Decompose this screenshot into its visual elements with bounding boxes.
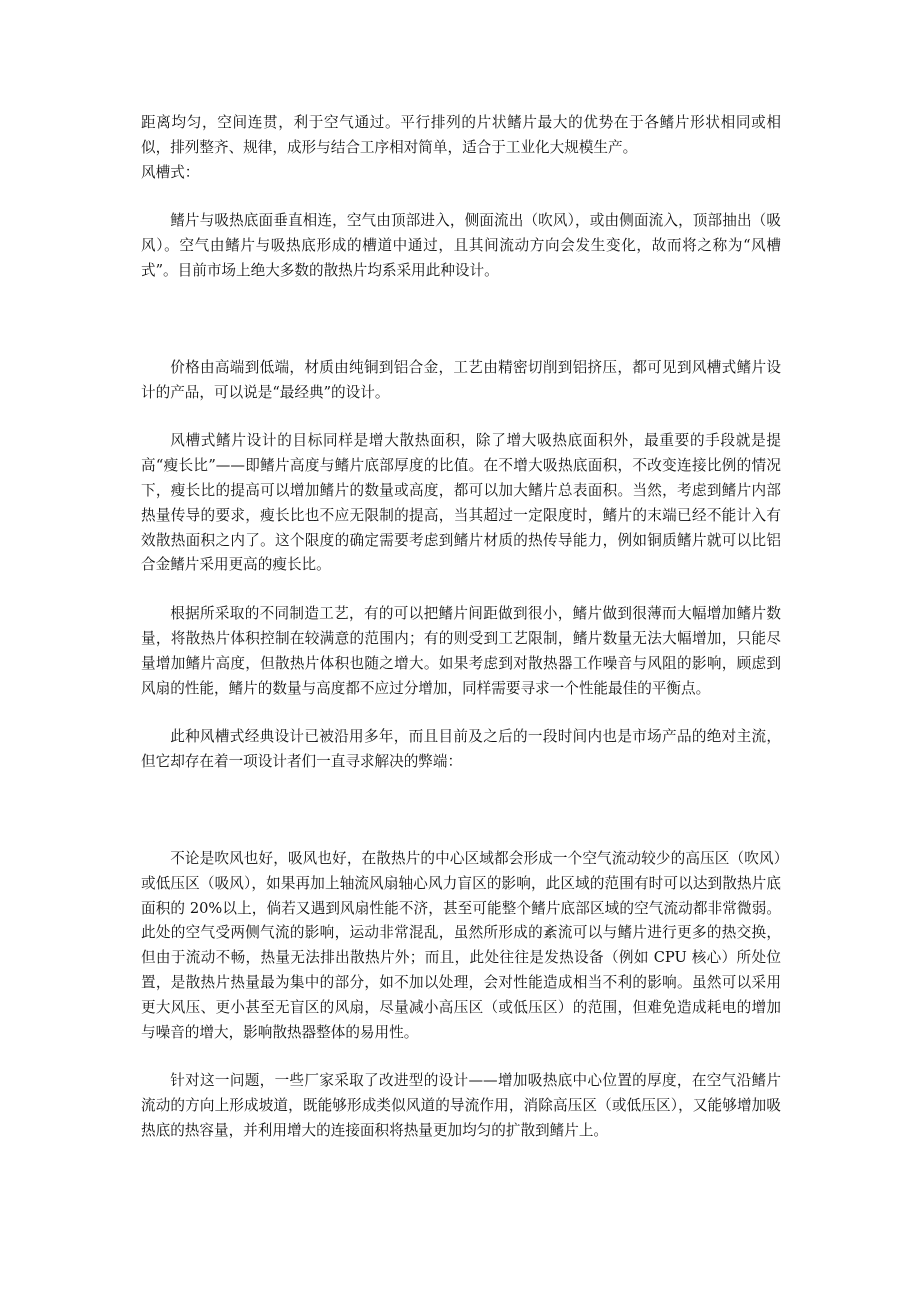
paragraph-classic-design: 价格由高端到低端，材质由纯铜到铝合金，工艺由精密切削到铝挤压，都可见到风槽式鳍片设计的产品，可以说是“最经典”的设计。 (141, 358, 781, 401)
spacer (141, 284, 781, 356)
paragraph-aspect-ratio: 风槽式鳍片设计的目标同样是增大散热面积，除了增大吸热底面积外，最重要的手段就是提高“瘦长比”——即鳍片高度与鳍片底部厚度的比值。在不增大吸热底面积，不改变连接比例的情况下，瘦长比的提高可以增加鳍片的数量或高度，都可以加大鳍片总表面积。当然，考虑到鳍片内部热量传导的要求，瘦长比也不应无限制的提高，当其超过一定限度时，鳍片的末端已经不能计入有效散热面积之内了。这个限度的确定需要考虑到鳍片材质的热传导能力，例如铜质鳍片就可以比铝合金鳍片采用更高的瘦长比。 (141, 432, 781, 574)
paragraph-pressure-zone: 不论是吹风也好，吸风也好，在散热片的中心区域都会形成一个空气流动较少的高压区（吹风）或低压区（吸风），如果再加上轴流风扇轴心风力盲区的影响，此区域的范围有时可以达到散热片底面积的 20%以上，倘若又遇到风扇性能不济，甚至可能整个鳍片底部区域的空气流动都非常微弱。此处的空气受两侧气流的影响，运动非常混乱，虽然所形成的紊流可以与鳍片进行更多的热交换，但由于流动不畅，热量无法排出散热片外；而且，此处往往是发热设备（例如 CPU 核心）所处位置，是散热片热量最为集中的部分，如不加以处理，会对性能造成相当不利的影响。虽然可以采用更大风压、更小甚至无盲区的风扇，尽量减小高压区（或低压区）的范围，但难免造成耗电的增加与噪音的增大，影响散热器整体的易用性。 (141, 849, 781, 1041)
spacer (141, 578, 781, 602)
spacer (141, 185, 781, 209)
paragraph-drawback-intro: 此种风槽式经典设计已被沿用多年，而且目前及之后的一段时间内也是市场产品的绝对主流，但它却存在着一项设计者们一直寻求解决的弊端： (141, 728, 781, 771)
document-body (141, 111, 781, 1144)
spacer (141, 701, 781, 725)
spacer (141, 775, 781, 847)
paragraph-manufacturing: 根据所采取的不同制造工艺，有的可以把鳍片间距做到很小，鳍片做到很薄而大幅增加鳍片数量，将散热片体积控制在较满意的范围内；有的则受到工艺限制，鳍片数量无法大幅增加，只能尽量增加鳍片高度，但散热片体积也随之增大。如果考虑到对散热器工作噪音与风阻的影响，顾虑到风扇的性能，鳍片的数量与高度都不应过分增加，同样需要寻求一个性能最佳的平衡点。 (141, 605, 781, 697)
paragraph-parallel-fins: 距离均匀，空间连贯，利于空气通过。平行排列的片状鳍片最大的优势在于各鳍片形状相同或相似，排列整齐、规律，成形与结合工序相对简单，适合于工业化大规模生产。 (141, 114, 781, 156)
paragraph-improved-design: 针对这一问题，一些厂家采取了改进型的设计——增加吸热底中心位置的厚度，在空气沿鳍片流动的方向上形成坡道，既能够形成类似风道的导流作用，消除高压区（或低压区），又能够增加吸热底的热容量，并利用增大的连接面积将热量更加均匀的扩散到鳍片上。 (141, 1072, 781, 1139)
spacer (141, 405, 781, 429)
spacer (141, 1045, 781, 1069)
paragraph-wind-groove-definition: 鳍片与吸热底面垂直相连，空气由顶部进入，侧面流出（吹风），或由侧面流入，顶部抽出（吸风）。空气由鳍片与吸热底形成的槽道中通过，且其间流动方向会发生变化，故而将之称为“风槽式”。目前市场上绝大多数的散热片均系采用此种设计。 (141, 212, 781, 279)
section-heading-wind-groove: 风槽式： (141, 163, 200, 181)
